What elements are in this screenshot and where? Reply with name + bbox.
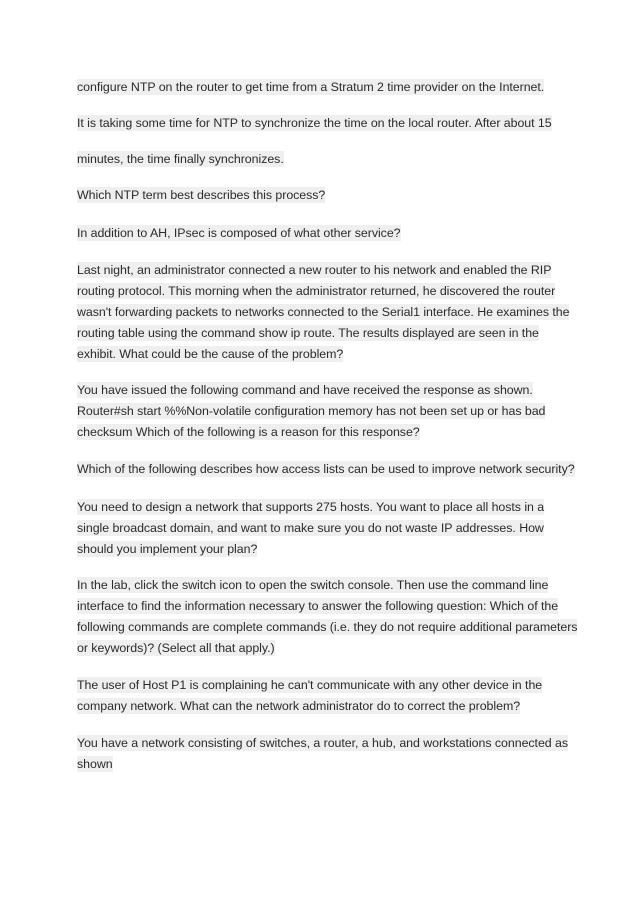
line-text: or keywords)? (Select all that apply.) [77,641,275,655]
paragraph-line [77,756,113,773]
paragraph-line [77,283,555,300]
line-text: configure NTP on the router to get time from a Stratum 2 time provider on the Internet. [77,80,545,94]
line-text: You have issued the following command and have received the response as shown. [77,383,533,397]
line-text: interface to find the information necessary to answer the following question: Which of the [77,599,559,613]
line-text: In the lab, click the switch icon to open the switch console. Then use the command line [77,578,549,592]
line-text: Which of the following describes how access lists can be used to improve network security? [77,462,575,476]
line-text: You have a network consisting of switches, a router, a hub, and workstations connected as [77,736,569,750]
line-text: single broadcast domain, and want to make sure you do not waste IP addresses. How [77,521,544,535]
line-text: exhibit. What could be the cause of the problem? [77,347,344,361]
line-text: shown [77,757,113,771]
paragraph-line [77,424,420,441]
paragraph-line [77,735,568,752]
paragraph-line [77,225,401,242]
line-text: company network. What can the network administrator do to correct the problem? [77,699,521,713]
paragraph-line [77,382,533,399]
paragraph-line [77,577,548,594]
line-text: Last night, an administrator connected a new router to his network and enabled the RIP [77,263,552,277]
paragraph-line [77,346,343,363]
paragraph-line [77,461,575,478]
line-text: wasn't forwarding packets to networks connected to the Serial1 interface. He examines the [77,305,570,319]
paragraph-line [77,541,257,558]
paragraph-line [77,187,325,204]
paragraph-line [77,79,544,96]
line-text: following commands are complete commands (i.e. they do not require additional parameters [77,620,578,634]
paragraph-line [77,262,551,279]
line-text: Router#sh start %%Non-volatile configuration memory has not been set up or has bad [77,404,546,418]
line-text: should you implement your plan? [77,542,258,556]
paragraph-line [77,115,552,132]
line-text: minutes, the time finally synchronizes. [77,152,284,166]
line-text: The user of Host P1 is complaining he can't communicate with any other device in the [77,678,543,692]
paragraph-line [77,151,284,168]
paragraph-line [77,304,569,321]
line-text: You need to design a network that supports 275 hosts. You want to place all hosts in a [77,500,545,514]
paragraph-line [77,619,577,636]
line-text: In addition to AH, IPsec is composed of what other service? [77,226,401,240]
line-text: routing table using the command show ip route. The results displayed are seen in the [77,326,539,340]
paragraph-line [77,403,545,420]
line-text: Which NTP term best describes this process? [77,188,326,202]
line-text: checksum Which of the following is a reason for this response? [77,425,420,439]
paragraph-line [77,520,544,537]
line-text: routing protocol. This morning when the administrator returned, he discovered the router [77,284,556,298]
paragraph-line [77,325,539,342]
paragraph-line [77,598,558,615]
paragraph-line [77,640,275,657]
paragraph-line [77,698,520,715]
paragraph-line [77,677,542,694]
line-text: It is taking some time for NTP to synchronize the time on the local router. After about 15 [77,116,552,130]
paragraph-line [77,499,544,516]
